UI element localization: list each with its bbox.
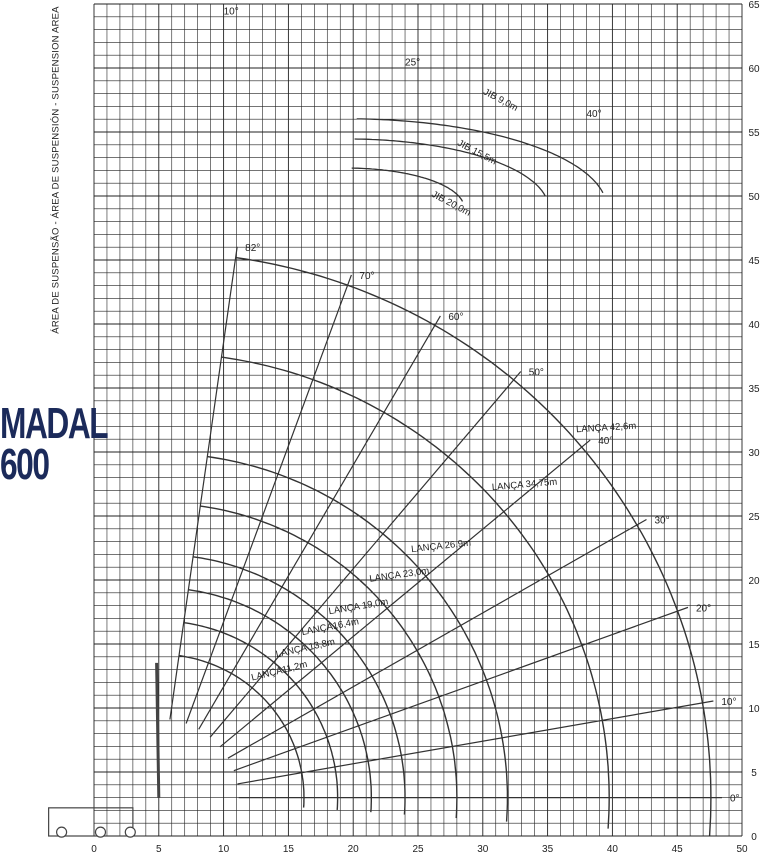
crane-wheel [125, 827, 135, 837]
crane-illustration [49, 663, 159, 837]
boom-length-label: LANÇA16,4m [300, 616, 360, 639]
x-tick-label: 20 [347, 844, 359, 855]
boom-angle-label: 30° [654, 515, 670, 527]
x-tick-label: 25 [412, 844, 424, 855]
y-tick-label: 40 [748, 320, 760, 331]
x-tick-label: 30 [477, 844, 489, 855]
y-tick-label: 15 [748, 640, 760, 651]
y-tick-label: 30 [748, 448, 760, 459]
y-tick-label: 20 [748, 576, 760, 587]
brand-name: MADAL [0, 399, 108, 448]
boom-length-label: LANÇA11,2m [250, 658, 309, 684]
x-tick-label: 0 [91, 844, 97, 855]
boom-angle-line [170, 247, 237, 720]
crane-wheel [95, 827, 105, 837]
jib-length-label: JIB 9,0m [481, 86, 520, 114]
boom-angle-label: 82° [245, 242, 261, 254]
y-tick-label: 25 [748, 512, 760, 523]
boom-length-label: LANÇA 13,8m [274, 636, 336, 661]
chart-labels [224, 6, 740, 804]
x-tick-label: 40 [606, 844, 618, 855]
boom-angle-label: 20° [695, 603, 712, 615]
jib-length-label: JIB 20,0m [429, 188, 473, 219]
y-tick-label: 10 [748, 704, 760, 715]
boom-angle-label: 60° [448, 311, 464, 323]
y-tick-label: 45 [748, 256, 760, 267]
boom-angle-label: 50° [528, 367, 544, 379]
crane-wheel [57, 827, 67, 837]
boom-arc [236, 258, 711, 836]
y-tick-label: 0 [751, 832, 757, 843]
boom-length-label: LANÇA 19,0m [327, 596, 390, 618]
axis-ticks [91, 0, 760, 855]
x-tick-label: 10 [218, 844, 230, 855]
y-tick-label: 65 [748, 0, 760, 11]
y-tick-label: 60 [748, 64, 760, 75]
suspension-area-label: ÁREA DE SUSPENSÃO - ÁREA DE SUSPENSIÓN - SUSPENSION AREA [50, 6, 62, 334]
brand-model: 600 [0, 440, 49, 489]
boom-angle-line [237, 701, 713, 784]
jib-curves [352, 119, 603, 201]
boom-length-label: LANÇA 42,6m [575, 420, 637, 436]
jib-length-label: JIB 15,5m [455, 137, 499, 168]
boom-length-label: LANÇA 26,9m [410, 537, 472, 556]
boom-angle-label: 70° [359, 270, 375, 282]
y-tick-label: 50 [748, 192, 760, 203]
boom-angle-label: 40° [598, 436, 614, 448]
x-tick-label: 35 [542, 844, 554, 855]
boom-arc [207, 457, 507, 822]
y-tick-label: 5 [751, 768, 757, 779]
boom-angle-label: 10° [721, 697, 737, 709]
boom-length-label: LANÇA 23,0m [368, 565, 430, 585]
x-tick-label: 5 [156, 844, 162, 855]
x-tick-label: 45 [671, 844, 683, 855]
jib-angle-label: 40° [586, 108, 602, 120]
jib-angle-label: 25° [405, 57, 421, 69]
x-tick-label: 50 [736, 844, 748, 855]
boom-angle-line [228, 520, 647, 759]
y-tick-label: 35 [748, 384, 760, 395]
boom-length-label: LANÇA 34,75m [491, 476, 558, 494]
jib-arc [355, 139, 546, 196]
jib-angle-label: 10° [223, 6, 239, 18]
boom-angle-line [199, 316, 441, 729]
y-tick-label: 55 [748, 128, 760, 139]
x-tick-label: 15 [282, 844, 294, 855]
boom-angle-label: 0° [729, 793, 740, 805]
